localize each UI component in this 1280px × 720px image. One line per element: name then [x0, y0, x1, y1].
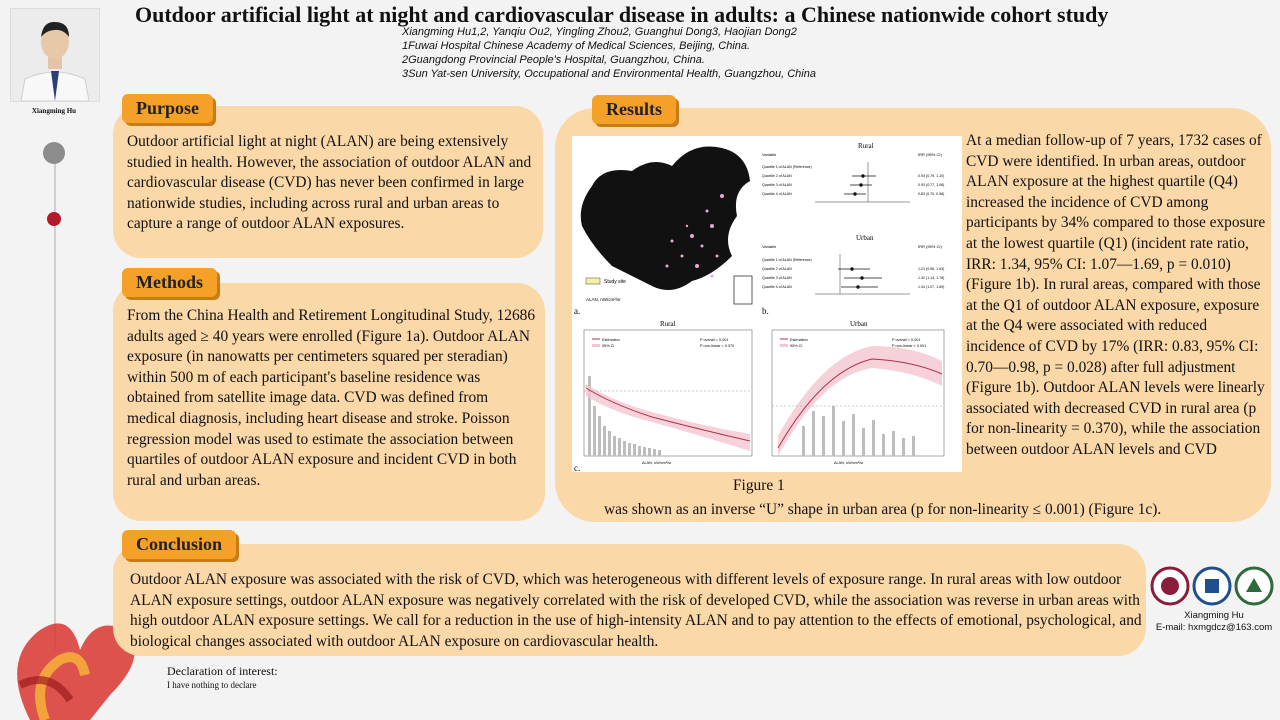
- map-legend-study-site: Study site: [604, 279, 626, 285]
- dose-response-curves: [572, 316, 962, 472]
- purpose-heading: Purpose: [122, 94, 213, 123]
- forest-urban-title: Urban: [856, 234, 874, 242]
- forest-urban-row-2: Quartile 2 of ALAN: [762, 267, 792, 271]
- curve-urban-p-overall: P overall < 0.001: [892, 338, 921, 342]
- curve-urban-xlabel: ALAN, nW/cm²/sr: [834, 461, 864, 465]
- figure-caption: Figure 1: [733, 477, 785, 494]
- forest-plot-figure: [760, 136, 962, 316]
- forest-rural-ci-4: 0.83 (0.70, 0.98): [918, 192, 945, 196]
- affiliation-2: 2Guangdong Provincial People's Hospital, Guangzhou, China.: [402, 54, 705, 66]
- curve-urban-legend-estimation: Estimation: [790, 338, 808, 342]
- china-map-figure: [572, 136, 757, 316]
- curve-rural-p-overall: P overall = 0.001: [700, 338, 729, 342]
- forest-urban-ci-4: 1.34 (1.07, 1.69): [918, 285, 945, 289]
- photo-caption: Xiangming Hu: [31, 107, 77, 115]
- conclusion-text: Outdoor ALAN exposure was associated with the risk of CVD, which was heterogeneous with different levels of exposure range. In rural areas with low outdoor ALAN exposure settings, outdoor ALAN exposure was negatively correlated with the risk of developed CVD, while the association was reverse in urban areas with high outdoor ALAN exposure settings. We call for a reduction in the use of high-intensity ALAN and to pay attention to the effects of emotional, psychological, and biological changes associated with outdoor ALAN exposure on cardiovascular health.: [130, 571, 1142, 650]
- institution-logos: [1150, 566, 1274, 606]
- panel-c-label: c.: [574, 463, 581, 472]
- forest-urban-ci-2: 1.21 (0.96, 1.53): [918, 267, 945, 271]
- affiliation-1: 1Fuwai Hospital Chinese Academy of Medical Sciences, Beijing, China.: [402, 40, 751, 52]
- curve-rural-p-nonlinear: P non-linear = 0.370: [700, 344, 735, 348]
- declaration-text: I have nothing to declare: [167, 680, 257, 690]
- forest-rural-row-1: Quartile 1 of ALAN (Reference): [762, 165, 812, 169]
- contact-block: [1148, 610, 1280, 634]
- curve-rural-legend-ci: 95% CI: [602, 344, 615, 348]
- forest-rural-title: Rural: [858, 142, 874, 150]
- poster-title: Outdoor artificial light at night and cardiovascular disease in adults: a Chinese nationwide cohort study: [135, 2, 1109, 27]
- timeline-dot-red: [47, 212, 61, 226]
- forest-rural-col-variable: Variable: [762, 152, 777, 157]
- timeline-dot-gray: [43, 142, 65, 164]
- person-portrait-icon: [11, 9, 99, 101]
- purpose-text: Outdoor artificial light at night (ALAN) are being extensively studied in health. However, the association of outdoor ALAN and cardiovascular disease (CVD) has never been confirmed in large nationwide studies, including across rural and urban areas to capture a range of outdoor ALAN exposures.: [127, 133, 532, 233]
- results-text-tail: was shown as an inverse “U” shape in urban area (p for non-linearity ≤ 0.001) (Figure 1c).: [604, 501, 1162, 518]
- forest-urban-row-3: Quartile 3 of ALAN: [762, 276, 792, 280]
- methods-text: From the China Health and Retirement Longitudinal Study, 12686 adults aged ≥ 40 years were enrolled (Figure 1a). Outdoor ALAN exposure (in nanowatts per centimeters squared per steradian) within 500 m of each participant's baseline residence was obtained from satellite image data. CVD was defined from medical diagnosis, including heart disease and stroke. Poisson regression model was used to estimate the association between quartiles of outdoor ALAN exposure and incident CVD in both rural and urban areas.: [127, 307, 536, 489]
- panel-a-label: a.: [574, 306, 581, 316]
- results-text: At a median follow-up of 7 years, 1732 cases of CVD were identified. In urban areas, outdoor ALAN exposure at the highest quartile (Q4) increased the incidence of CVD among participants by 34% compared to those exposure at the lowest quartile (Q1) (incident rate ratio, IRR: 1.34, 95% CI: 1.07—1.69, p = 0.010) (Figure 1b). In rural areas, compared with those at the Q1 of outdoor ALAN exposure, exposure at the Q4 were associated with reduced incidence of CVD by 17% (IRR: 0.83, 95% CI: 0.70—0.98, p = 0.028) after full adjustment (Figure 1b). Outdoor ALAN levels were linearly associated with decreased CVD in rural area (p for non-linearity = 0.370), while the association between outdoor ALAN levels and CVD: [966, 132, 1266, 458]
- panel-b-label: b.: [762, 306, 769, 316]
- gdph-logo-icon: [1194, 568, 1230, 604]
- methods-heading: Methods: [122, 268, 217, 297]
- authors-line: Xiangming Hu1,2, Yanqiu Ou2, Yingling Zhou2, Guanghui Dong3, Haojian Dong2: [402, 26, 797, 38]
- forest-rural-row-2: Quartile 2 of ALAN: [762, 174, 792, 178]
- curve-rural-title: Rural: [660, 320, 676, 328]
- fuwai-logo-icon: [1152, 568, 1188, 604]
- conclusion-heading: Conclusion: [122, 530, 236, 559]
- contact-name: Xiangming Hu: [1184, 610, 1244, 621]
- curve-rural-xlabel: ALAN, nW/cm²/sr: [642, 461, 672, 465]
- curve-urban-legend-ci: 95% CI: [790, 344, 803, 348]
- affiliation-3: 3Sun Yat-sen University, Occupational and Environmental Health, Guangzhou, China: [402, 68, 816, 80]
- curve-urban-title: Urban: [850, 320, 868, 328]
- forest-urban-col-irr: IRR (95% CI): [918, 244, 942, 249]
- forest-urban-row-4: Quartile 4 of ALAN: [762, 285, 792, 289]
- author-photo: [10, 8, 100, 102]
- forest-urban-ci-3: 1.42 (1.14, 1.78): [918, 276, 945, 280]
- forest-rural-ci-3: 0.93 (0.77, 1.08): [918, 183, 945, 187]
- map-legend-alan: ALAN, nW/cm²/sr: [586, 297, 621, 302]
- figure-1: [572, 136, 962, 472]
- curve-rural-legend-estimation: Estimation: [602, 338, 620, 342]
- forest-urban-row-1: Quartile 1 of ALAN (Reference): [762, 258, 812, 262]
- forest-rural-ci-2: 0.93 (0.79, 1.10): [918, 174, 945, 178]
- sysu-logo-icon: [1236, 568, 1272, 604]
- declaration-heading: Declaration of interest:: [167, 664, 278, 678]
- authors-block: [402, 25, 816, 81]
- forest-urban-col-variable: Variable: [762, 244, 777, 249]
- forest-rural-row-3: Quartile 3 of ALAN: [762, 183, 792, 187]
- curve-urban-p-nonlinear: P non-linear < 0.001: [892, 344, 927, 348]
- forest-rural-col-irr: IRR (95% CI): [918, 152, 942, 157]
- contact-email[interactable]: E-mail: hxmgdcz@163.com: [1155, 622, 1273, 633]
- results-heading: Results: [592, 95, 676, 124]
- forest-rural-row-4: Quartile 4 of ALAN: [762, 192, 792, 196]
